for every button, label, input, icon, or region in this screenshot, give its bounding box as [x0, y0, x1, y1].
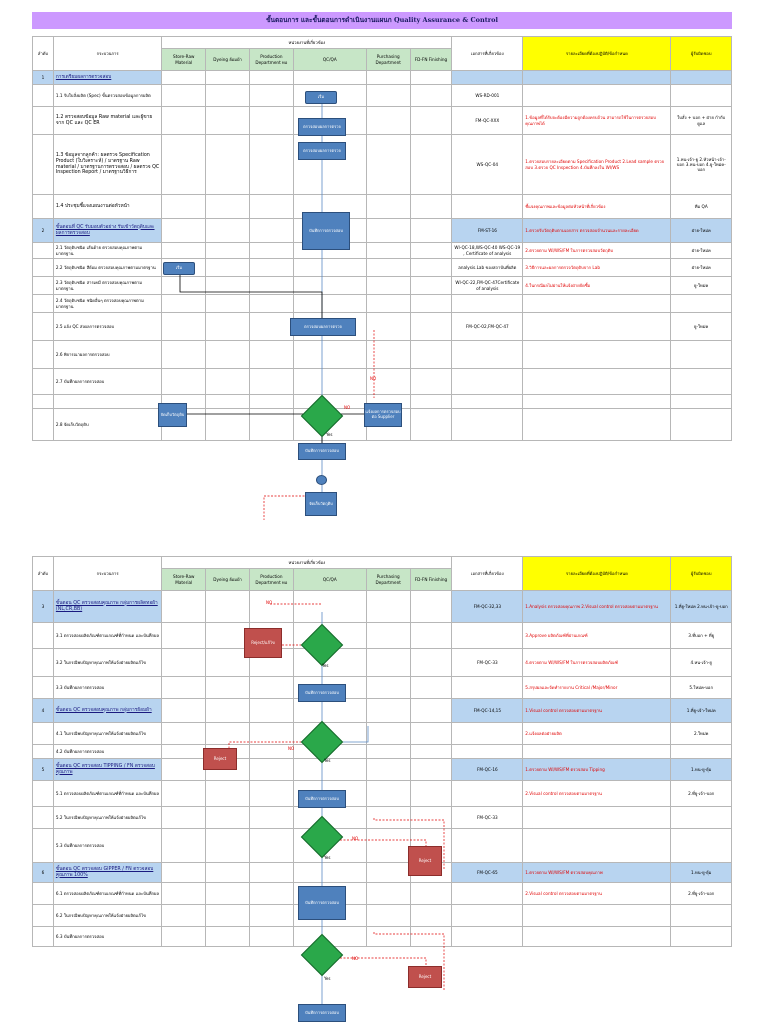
cell-process: ขั้นตอน QC ตรวจสอบ TIPPING / FN ตรวจสอบคุณภาพ — [53, 759, 161, 781]
cell-process: 2.1 วัตถุดิบชนิด เส้นด้าย ตรวจสอบคุณภาพตามมาตรฐาน — [53, 243, 161, 259]
header-docs: เอกสารที่เกี่ยวข้อง — [452, 557, 523, 591]
header-owner: ผู้รับผิดชอบ — [671, 557, 732, 591]
header-departments: หน่วยงานที่เกี่ยวข้อง — [162, 557, 452, 569]
record-box-3: บันทึกการตรวจสอบ — [302, 212, 350, 250]
yes-label-3: Yes — [324, 758, 331, 763]
cell-detail: 2.แจ้งผลต่อฝ่ายผลิต — [523, 723, 671, 745]
no-label-2: NO — [344, 405, 351, 410]
no-label-6: NO — [352, 956, 359, 961]
check-raw-box: ตรวจสอบผลการตรวจ — [290, 318, 356, 336]
cell-docs: FM-QC-33 — [452, 649, 523, 677]
cell-detail: 4.ในกรณีผลไม่ผ่านให้แจ้งฝ่ายจัดซื้อ — [523, 277, 671, 295]
cell-process: 1.3 ข้อมูลจากลูกค้า: ผลตรวจ Specification Product (ใบวิเคราะห์) / มาตรฐาน Raw material / มาตรฐานการตรวจสอบ / ผลตรวจ QC Inspection Report / มาตรฐานวิธีการ — [53, 135, 161, 195]
cell-detail: 1.ตรวจตาม WI/WS/FM ตรวจสอบ Tipping — [523, 759, 671, 781]
yes-label-4: Yes — [324, 855, 331, 860]
record-box-5: บันทึกการตรวจสอบ — [298, 684, 346, 702]
cell-process: 2.8 จัดเก็บวัตถุดิบ — [53, 409, 161, 441]
cell-owner: ฝ่าย-ใหม่ค — [671, 243, 732, 259]
cell-owner: ใบสั่ง + บอก + ฝ่าย กำกับดูแล — [671, 107, 732, 135]
start-terminator: เริ่ม — [305, 91, 337, 104]
header-detail: รายละเอียดที่ต้องปฏิบัติ/ข้อกำหนด — [523, 557, 671, 591]
connector-circle — [316, 475, 327, 485]
cell-owner: ฝ่าย-ใหม่ค — [671, 259, 732, 277]
cell-detail: 3.Approve ผลิตภัณฑ์ที่ผ่านเกณฑ์ — [523, 623, 671, 649]
cell-process: ขั้นตอน QC ตรวจสอบคุณภาพ กลุ่มการย้อมผ้า — [53, 699, 161, 723]
yes-label-1: Yes — [326, 432, 333, 437]
header-process: กระบวนการ — [53, 557, 161, 591]
header-process: กระบวนการ — [53, 37, 161, 71]
cell-detail: 1.Analysis ตรวจสอบคุณภาพ 2.Visual control ตรวจสอบตามมาตรฐาน — [523, 591, 671, 623]
cell-process: 1.2 ตรวจสอบข้อมูล Raw material และผู้ขาย จาก QC และ QC ER — [53, 107, 161, 135]
cell-detail: 2.ตรวจตาม WI/WS/FM ในการตรวจสอบวัตถุดิบ — [523, 243, 671, 259]
end-store-box: จัดเก็บวัตถุดิบ — [305, 492, 337, 516]
cell-process: 6.1 ตรวจสอบผลิตภัณฑ์ตามเกณฑ์ที่กำหนด และบันทึกผล — [53, 883, 161, 905]
cell-owner: 1.ที่ยู-ใหม่ค 2.หน-เจ้า-ยู-บอก — [671, 591, 732, 623]
cell-owner: ยู-ใหม่ค — [671, 277, 732, 295]
header-no: ลำดับ — [33, 37, 54, 71]
reject-fix-box: Reject/แก้ไข — [244, 628, 282, 658]
cell-detail: 1.ตรวจรับวัตถุดิบตามเอกสาร ตรวจสอบจำนวนและรายละเอียด — [523, 219, 671, 243]
cell-no: 6 — [33, 863, 54, 883]
cell-process: 2.2 วัตถุดิบชนิด สีย้อม ตรวจสอบคุณภาพตามมาตรฐาน — [53, 259, 161, 277]
cell-owner: 1.หน-เจ้า-ยู 2.หัวหน้า-เจ้า-บอก 3.หน-บอก 4.ยู-ใหม่ค-บอก — [671, 135, 732, 195]
header-departments: หน่วยงานที่เกี่ยวข้อง — [162, 37, 452, 49]
cell-no: 2 — [33, 219, 54, 243]
dept-purchasing: Purchasing Department — [366, 569, 410, 591]
cell-detail: 1.Visual control ตรวจสอบตามมาตรฐาน — [523, 699, 671, 723]
cell-process: ขั้นตอน QC ตรวจสอบคุณภาพ กลุ่มการผลิตทอผ้า (NL,CR,BB) — [53, 591, 161, 623]
dept-dyeing: Dyeing ย้อมผ้า — [206, 569, 250, 591]
cell-process: ขั้นตอนที่ QC รับมอบตัวอย่าง รับเข้าวัตถุดิบและผลการตรวจสอบ — [53, 219, 161, 243]
record-box-1: ตรวจสอบผลการตรวจ — [298, 118, 346, 136]
cell-detail: 2.Visual control ตรวจสอบตามมาตรฐาน — [523, 883, 671, 905]
no-label-5: NO — [352, 836, 359, 841]
cell-docs: WS-RD-001 — [452, 85, 523, 107]
cell-no: 3 — [33, 591, 54, 623]
cell-process: 2.3 วัตถุดิบชนิด สารเคมี ตรวจสอบคุณภาพตามมาตรฐาน — [53, 277, 161, 295]
cell-detail: 1.ตรวจตาม WI/WS/FM ตรวจสอบคุณภาพ — [523, 863, 671, 883]
cell-docs: FM-QC-32,33 — [452, 591, 523, 623]
cell-docs: FM-ST-16 — [452, 219, 523, 243]
cell-detail: ชี้แจงคุณภาพและข้อมูลต่อหัวหน้าที่เกี่ยวข้อง — [523, 195, 671, 219]
no-label-3: NO — [266, 600, 273, 605]
cell-detail: 3.วิธีการและผลการตรวจวัตถุดิบจาก Lab — [523, 259, 671, 277]
record-box-7: บันทึกการตรวจสอบ — [298, 886, 346, 920]
cell-process: 1.1 รับใบสั่งผลิต (Spec) ขั้นตรวจสอบข้อมูลการผลิต — [53, 85, 161, 107]
no-label-1: NO — [370, 376, 377, 381]
reject-box-2: Reject — [408, 846, 442, 876]
dept-store: Store-Raw Material — [162, 569, 206, 591]
cell-owner: 3.ที่บอก + ที่ยู — [671, 623, 732, 649]
header-no: ลำดับ — [33, 557, 54, 591]
cell-process: 4.2 บันทึกผลการตรวจสอบ — [53, 745, 161, 759]
cell-process: 2.5 แจ้ง QC ส่งผลการตรวจสอบ — [53, 313, 161, 341]
cell-process: 1.4 ประชุมชี้แจงแผนงานต่อหัวหน้า — [53, 195, 161, 219]
notify-supplier-box: แจ้งผลการตรวจสอบต่อ Supplier — [364, 403, 402, 427]
header-detail: รายละเอียดที่ต้องปฏิบัติ/ข้อกำหนด — [523, 37, 671, 71]
cell-owner: 1.หน-ยู-ยุ้ม — [671, 863, 732, 883]
yes-label-2: Yes — [322, 663, 329, 668]
cell-process: 4.1 ในกรณีพบปัญหาคุณภาพให้แจ้งฝ่ายผลิตแก้ไข — [53, 723, 161, 745]
cell-no: 5 — [33, 759, 54, 781]
dept-finishing: FD-FN Finishing — [410, 569, 452, 591]
cell-docs: WI-QC-22,FM-QC-47Certificate of analysis — [452, 277, 523, 295]
reject-box-1: Reject — [203, 748, 237, 770]
cell-no: 4 — [33, 699, 54, 723]
dept-qcqa: QC/QA — [293, 569, 366, 591]
cell-docs: FM-QC-33 — [452, 807, 523, 829]
store-box: จัดเก็บวัตถุดิบ — [158, 403, 187, 427]
cell-process: 5.1 ตรวจสอบผลิตภัณฑ์ตามเกณฑ์ที่กำหนด และบันทึกผล — [53, 781, 161, 807]
cell-detail: 5.สรุปผลและจัดทำรายงาน Critical /Major/Minor — [523, 677, 671, 699]
cell-detail: 2.Visual control ตรวจสอบตามมาตรฐาน — [523, 781, 671, 807]
reject-box-3: Reject — [408, 966, 442, 988]
cell-process: 5.3 บันทึกผลการตรวจสอบ — [53, 829, 161, 863]
cell-docs: FM-QC-14,15 — [452, 699, 523, 723]
cell-docs: FM-QC-XXX — [452, 107, 523, 135]
cell-process: 3.3 บันทึกผลการตรวจสอบ — [53, 677, 161, 699]
cell-owner: 2.ที่ยู-เจ้า-บอก — [671, 781, 732, 807]
cell-process: 6.3 บันทึกผลการตรวจสอบ — [53, 927, 161, 947]
cell-process: 2.6 พิจารณาผลการตรวจสอบ — [53, 341, 161, 369]
cell-process: 5.2 ในกรณีพบปัญหาคุณภาพให้แจ้งฝ่ายผลิตแก้ไข — [53, 807, 161, 829]
cell-owner: 2.ที่ยู-เจ้า-บอก — [671, 883, 732, 905]
cell-docs: analysis.Lab ของสถาบันที่ผลิต — [452, 259, 523, 277]
cell-no: 1 — [33, 71, 54, 85]
record-box-8: บันทึกการตรวจสอบ — [298, 1004, 346, 1022]
no-label-4: NO — [288, 746, 295, 751]
cell-process: 3.1 ตรวจสอบผลิตภัณฑ์ตามเกณฑ์ที่กำหนด และบันทึกผล — [53, 623, 161, 649]
dept-store: Store-Raw Material — [162, 49, 206, 71]
start-terminator-2: เริ่ม — [163, 262, 195, 275]
dept-qcqa: QC/QA — [293, 49, 366, 71]
cell-owner: ยู-ใหม่ค — [671, 313, 732, 341]
cell-docs: FM-QC-02,FM-QC-47 — [452, 313, 523, 341]
cell-owner: ฝ่าย-ใหม่ค — [671, 219, 732, 243]
record-box-6: บันทึกการตรวจสอบ — [298, 790, 346, 808]
cell-docs: WI-QC-18,WS-QC-40 WS-QC-19 , Certificate of analysis — [452, 243, 523, 259]
cell-process: การเตรียมผลการตรวจสอบ — [53, 71, 161, 85]
cell-process: 3.2 ในกรณีพบปัญหาคุณภาพให้แจ้งฝ่ายผลิตแก้ไข — [53, 649, 161, 677]
cell-owner: 1.ที่ยู-เจ้า-ใหม่ค — [671, 699, 732, 723]
cell-process: ขั้นตอน QC ตรวจสอบ GIPPER / FN ตรวจสอบคุณภาพ 100% — [53, 863, 161, 883]
record-box-2: ตรวจสอบผลการตรวจ — [298, 142, 346, 160]
dept-dyeing: Dyeing ย้อมผ้า — [206, 49, 250, 71]
cell-detail: 1.ตรวจสอบรายละเอียดตาม Specification Product 2.Lead sample ตรวจสอบ 3.ตรวจ QC Inspection 4.บันทึกลงใน WI/WS — [523, 135, 671, 195]
cell-detail: 1.ข้อมูลที่ได้รับจะต้องมีความถูกต้องครบถ้วน สามารถใช้ในการตรวจสอบคุณภาพได้ — [523, 107, 671, 135]
dept-production: Production Department ทอ — [249, 49, 293, 71]
cell-owner: 2.ใหม่ค — [671, 723, 732, 745]
cell-owner: 1.หน-ยู-ยุ้ม — [671, 759, 732, 781]
page-title: ขั้นตอนการ และขั้นตอนการดำเนินงานแผนก Quality Assurance & Control — [32, 12, 732, 29]
cell-docs: WS-QC-04 — [452, 135, 523, 195]
cell-process: 2.7 บันทึกผลการตรวจสอบ — [53, 369, 161, 395]
header-owner: ผู้รับผิดชอบ — [671, 37, 732, 71]
cell-owner: 5.ใหม่ค-บอก — [671, 677, 732, 699]
cell-owner: ทีม QA — [671, 195, 732, 219]
dept-purchasing: Purchasing Department — [366, 49, 410, 71]
cell-process: 2.4 วัตถุดิบชนิด ชนิดอื่นๆ ตรวจสอบคุณภาพตามมาตรฐาน — [53, 295, 161, 313]
dept-finishing: FD-FN Finishing — [410, 49, 452, 71]
cell-detail: 4.ตรวจตาม WI/WS/FM ในการตรวจสอบผลิตภัณฑ์ — [523, 649, 671, 677]
record-box-4: บันทึกการตรวจสอบ — [298, 443, 346, 460]
dept-production: Production Department ทอ — [249, 569, 293, 591]
cell-process: 6.2 ในกรณีพบปัญหาคุณภาพให้แจ้งฝ่ายผลิตแก้ไข — [53, 905, 161, 927]
cell-docs: FM-QC-65 — [452, 863, 523, 883]
yes-label-5: Yes — [324, 976, 331, 981]
cell-owner: 4.หน-เจ้า-ยู — [671, 649, 732, 677]
header-docs: เอกสารที่เกี่ยวข้อง — [452, 37, 523, 71]
cell-docs: FM-QC-16 — [452, 759, 523, 781]
